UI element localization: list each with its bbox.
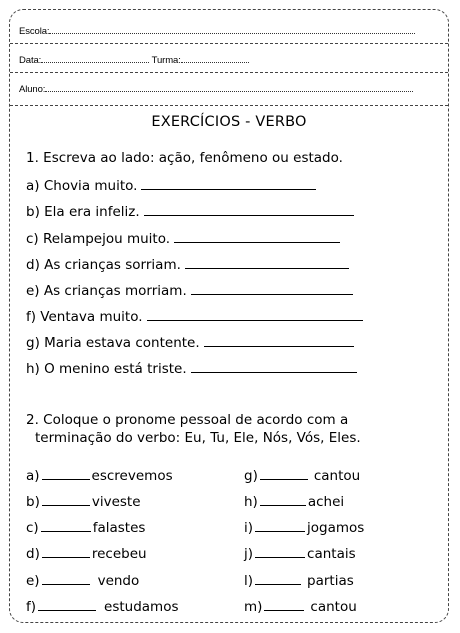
item-text: g) Maria estava contente. [26, 335, 200, 351]
answer-line[interactable] [144, 203, 354, 216]
question-2-prompt-line-1: 2. Coloque o pronome pessoal de acordo com a [26, 412, 349, 428]
question-2-prompt-line-2: terminação do verbo: Eu, Tu, Ele, Nós, Vós, Eles. [35, 430, 361, 446]
student-label: Aluno: [19, 84, 46, 95]
class-field[interactable] [181, 54, 249, 63]
list-item [244, 467, 360, 484]
answer-line[interactable] [42, 467, 90, 480]
item-letter: d) [26, 546, 40, 562]
item-letter: j) [244, 546, 254, 562]
item-verb: jogamos [307, 520, 365, 536]
item-text: a) Chovia muito. [26, 178, 138, 194]
item-letter: h) [244, 494, 258, 510]
item-verb: cantais [307, 546, 356, 562]
list-item [244, 519, 364, 536]
item-text: d) As crianças sorriam. [26, 257, 181, 273]
answer-line[interactable] [255, 519, 305, 532]
list-item [26, 360, 357, 377]
item-verb: recebeu [91, 546, 147, 562]
answer-line[interactable] [260, 493, 306, 506]
item-text: c) Relampejou muito. [26, 231, 171, 247]
item-letter: c) [26, 520, 39, 536]
answer-line[interactable] [42, 572, 90, 585]
list-item [26, 598, 179, 615]
class-label: Turma: [151, 55, 181, 66]
answer-line[interactable] [264, 598, 304, 611]
list-item [26, 519, 145, 536]
item-verb: vendo [97, 573, 140, 589]
answer-line[interactable] [260, 467, 308, 480]
answer-line[interactable] [255, 545, 305, 558]
item-verb: achei [307, 494, 345, 510]
list-item [26, 572, 139, 589]
list-item [26, 177, 316, 194]
header-block [10, 10, 448, 110]
item-letter: e) [26, 573, 40, 589]
header-divider [10, 105, 448, 106]
answer-line[interactable] [255, 572, 301, 585]
answer-line[interactable] [41, 519, 91, 532]
answer-line[interactable] [38, 598, 96, 611]
answer-line[interactable] [185, 256, 349, 269]
list-item [26, 334, 354, 351]
list-item [26, 467, 173, 484]
date-class-row [19, 54, 249, 66]
item-letter: a) [26, 468, 40, 484]
item-verb: escrevemos [91, 468, 173, 484]
question-1-prompt: 1. Escreva ao lado: ação, fenômeno ou estado. [26, 150, 343, 166]
item-text: h) O menino está triste. [26, 361, 187, 377]
item-verb: viveste [91, 494, 141, 510]
item-letter: b) [26, 494, 40, 510]
list-item [26, 203, 354, 220]
list-item [244, 545, 356, 562]
header-divider [10, 72, 448, 73]
date-label: Data: [19, 55, 42, 66]
answer-line[interactable] [174, 230, 340, 243]
school-row [19, 25, 415, 37]
list-item [26, 282, 353, 299]
student-field[interactable] [45, 83, 413, 92]
item-letter: f) [26, 599, 37, 615]
page-title: EXERCÍCIOS - VERBO [151, 114, 307, 130]
answer-line[interactable] [191, 360, 357, 373]
date-field[interactable] [41, 54, 149, 63]
item-letter: i) [244, 520, 254, 536]
item-verb: cantou [313, 468, 361, 484]
list-item [26, 256, 349, 273]
list-item [244, 598, 357, 615]
school-label: Escola: [19, 26, 50, 37]
item-letter: l) [244, 573, 254, 589]
school-field[interactable] [49, 25, 415, 34]
item-text: f) Ventava muito. [26, 309, 143, 325]
item-letter: g) [244, 468, 258, 484]
item-letter: m) [244, 599, 263, 615]
answer-line[interactable] [42, 493, 90, 506]
student-row [19, 83, 413, 95]
item-verb: falastes [92, 520, 146, 536]
item-verb: cantou [310, 599, 357, 615]
list-item [244, 493, 344, 510]
list-item [26, 230, 340, 247]
list-item [26, 308, 363, 325]
list-item [26, 493, 141, 510]
answer-line[interactable] [42, 545, 90, 558]
list-item [26, 545, 147, 562]
item-text: b) Ela era infeliz. [26, 204, 140, 220]
answer-line[interactable] [141, 177, 316, 190]
item-verb: estudamos [104, 599, 179, 615]
worksheet [9, 9, 449, 623]
header-divider [10, 43, 448, 44]
list-item [244, 572, 354, 589]
item-verb: partias [307, 573, 354, 589]
answer-line[interactable] [191, 282, 353, 295]
answer-line[interactable] [204, 334, 354, 347]
answer-line[interactable] [147, 308, 363, 321]
item-text: e) As crianças morriam. [26, 283, 187, 299]
